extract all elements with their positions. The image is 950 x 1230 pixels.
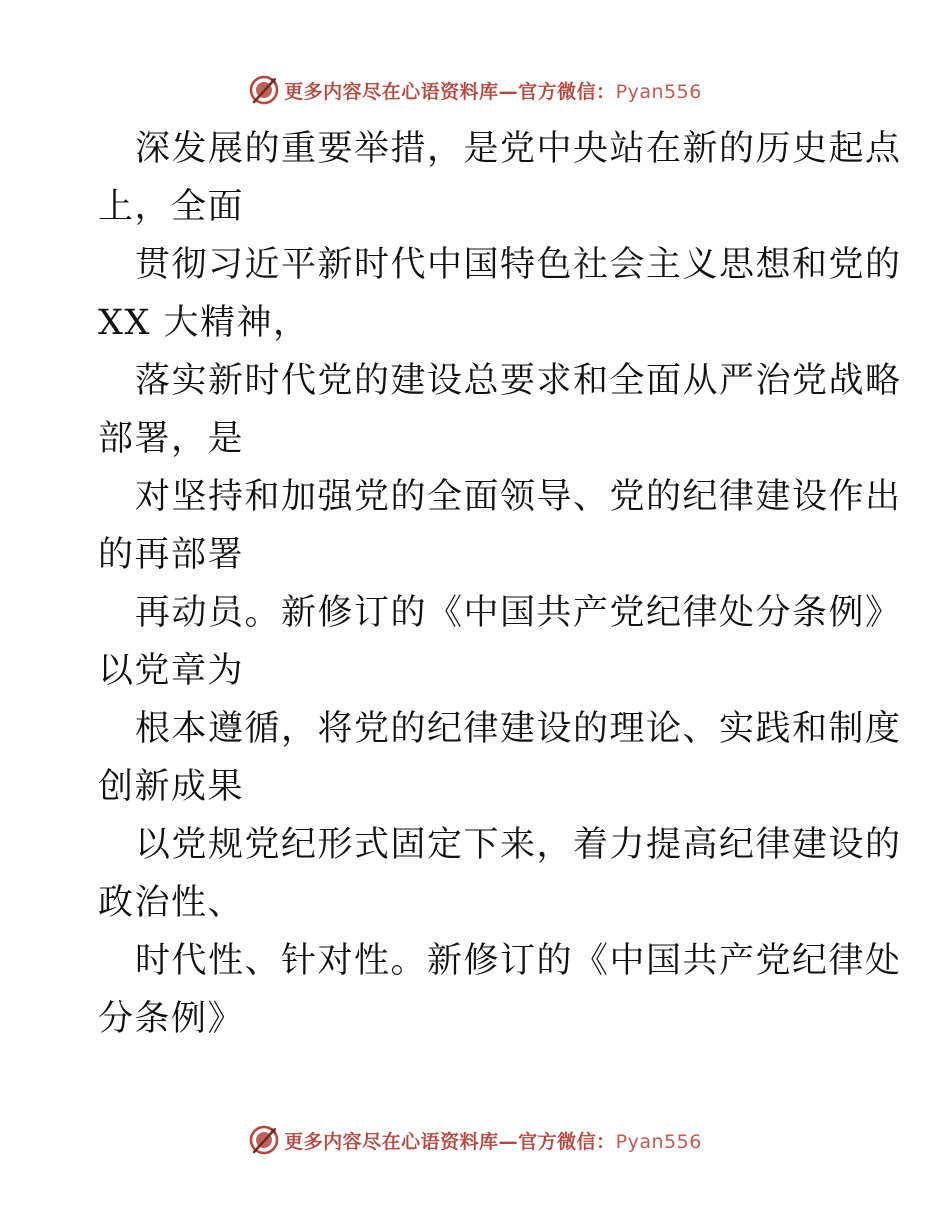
text-line: 对坚持和加强党的全面领导、党的纪律建设作出 <box>135 477 902 517</box>
banner-text: 更多内容尽在心语资料库—官方微信：Pyan556 <box>284 80 702 103</box>
quill-seal-icon <box>248 74 280 106</box>
text-line: XX 大精神， <box>98 303 310 343</box>
text-line: 的再部署 <box>98 535 245 575</box>
text-line: 以党章为 <box>98 651 245 691</box>
paragraph <box>98 816 902 932</box>
text-line: 落实新时代党的建设总要求和全面从严治党战略 <box>135 361 902 401</box>
paragraph <box>98 352 902 468</box>
text-line: 部署，是 <box>98 419 245 459</box>
paragraph <box>98 236 902 352</box>
paragraph <box>98 932 902 1048</box>
text-line: 深发展的重要举措，是党中央站在新的历史起点 <box>135 129 902 169</box>
wechat-id: Pyan556 <box>615 1130 702 1153</box>
text-line: 以党规党纪形式固定下来，着力提高纪律建设的 <box>135 825 902 865</box>
paragraph <box>98 584 902 700</box>
document-body <box>98 120 902 1048</box>
text-line: 再动员。新修订的《中国共产党纪律处分条例》 <box>135 593 902 633</box>
header-banner <box>0 70 950 110</box>
footer-banner <box>0 1120 950 1160</box>
paragraph <box>98 120 902 236</box>
banner-text: 更多内容尽在心语资料库—官方微信：Pyan556 <box>284 1130 702 1153</box>
text-line: 分条例》 <box>98 999 245 1039</box>
wechat-id: Pyan556 <box>615 80 702 103</box>
paragraph <box>98 468 902 584</box>
text-line: 上，全面 <box>98 187 245 227</box>
text-line: 贯彻习近平新时代中国特色社会主义思想和党的 <box>135 245 902 285</box>
text-line: 时代性、针对性。新修订的《中国共产党纪律处 <box>135 941 902 981</box>
text-line: 创新成果 <box>98 767 245 807</box>
quill-seal-icon <box>248 1124 280 1156</box>
text-line: 政治性、 <box>98 883 245 923</box>
text-line: 根本遵循，将党的纪律建设的理论、实践和制度 <box>135 709 902 749</box>
paragraph <box>98 700 902 816</box>
